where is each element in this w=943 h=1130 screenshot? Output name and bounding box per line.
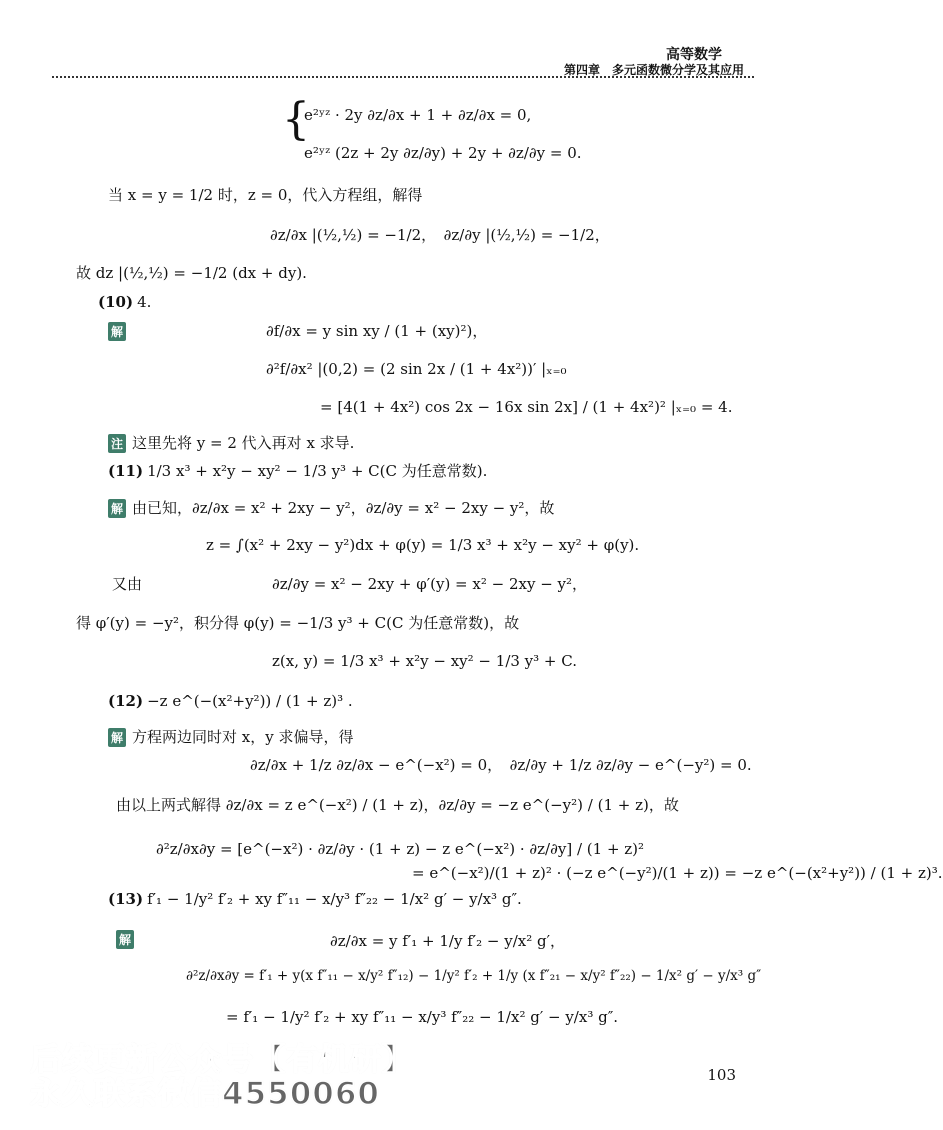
problem-10-step-3: = [4(1 + 4x²) cos 2x − 16x sin 2x] / (1 + 4x²)² |ₓ₌₀ = 4. (320, 398, 733, 416)
problem-12-step-1 (108, 726, 354, 747)
problem-13-step-1: ∂z/∂x = y f′₁ + 1/y f′₂ − y/x² g′， (330, 932, 566, 950)
problem-13-solution-badge: 解 (116, 930, 140, 949)
partials-result: ∂z/∂x |(½,½) = −1/2， ∂z/∂y |(½,½) = −1/2， (270, 226, 610, 244)
problem-11-answer-text: 1/3 x³ + x²y − xy² − 1/3 y³ + C(C 为任意常数). (147, 462, 488, 480)
dz-result: 故 dz |(½,½) = −1/2 (dx + dy). (76, 264, 307, 282)
problem-10-step-1: ∂f/∂x = y sin xy / (1 + (xy)²)， (266, 322, 488, 340)
watermark-line-1: 后续更新公众号【有机研】 (30, 1042, 414, 1078)
problem-10-note (108, 432, 354, 453)
problem-10-note-text: 这里先将 y = 2 代入再对 x 求导. (132, 434, 355, 452)
solution-badge: 解 (108, 728, 126, 747)
equation-system-line-1: e²ʸᶻ · 2y ∂z/∂x + 1 + ∂z/∂x = 0, (304, 106, 532, 124)
problem-11-step-1 (108, 497, 554, 518)
header-divider (52, 76, 754, 78)
equation-system-brace: { (282, 94, 310, 145)
problem-12-answer (108, 692, 353, 710)
chapter-title: 第四章 多元函数微分学及其应用 (563, 63, 744, 77)
problem-13-step-2: ∂²z/∂x∂y = f′₁ + y(x f″₁₁ − x/y² f″₁₂) − 1/y² f′₂ + 1/y (x f″₂₁ − x/y² f″₂₂) − 1/x² g′ − y/x³ g″ (186, 968, 762, 984)
problem-12-step-2: ∂z/∂x + 1/z ∂z/∂x − e^(−x²) = 0， ∂z/∂y + 1/z ∂z/∂y − e^(−y²) = 0. (250, 756, 752, 774)
header-title: 高等数学 (666, 47, 722, 63)
problem-13-answer (108, 890, 522, 908)
problem-13-answer-text: f′₁ − 1/y² f′₂ + xy f″₁₁ − x/y³ f″₂₂ − 1/x² g′ − y/x³ g″. (147, 890, 522, 908)
watermark-line-2: 永久联系微信4550060 (30, 1076, 380, 1112)
problem-11-step-4: 得 φ′(y) = −y²，积分得 φ(y) = −1/3 y³ + C(C 为任意常数)，故 (76, 614, 520, 632)
problem-12-step-3: 由以上两式解得 ∂z/∂x = z e^(−x²) / (1 + z)，∂z/∂y = −z e^(−y²) / (1 + z)，故 (116, 796, 679, 814)
problem-12-number: (12) (108, 692, 144, 710)
problem-12-step-4a: ∂²z/∂x∂y = [e^(−x²) · ∂z/∂y · (1 + z) − z e^(−x²) · ∂z/∂y] / (1 + z)² (156, 840, 645, 858)
problem-11-step-5: z(x, y) = 1/3 x³ + x²y − xy² − 1/3 y³ + C. (272, 652, 577, 670)
problem-11-step-3: ∂z/∂y = x² − 2xy + φ′(y) = x² − 2xy − y²， (272, 575, 588, 593)
problem-11-step-3-label: 又由 (112, 575, 143, 593)
problem-10-solution-badge: 解 (108, 322, 132, 341)
substitution-text: 当 x = y = 1/2 时，z = 0，代入方程组，解得 (108, 186, 423, 204)
problem-12-step-4b: = e^(−x²)/(1 + z)² · (−z e^(−y²)/(1 + z)) = −z e^(−(x²+y²)) / (1 + z)³. (412, 864, 943, 882)
problem-10-step-2: ∂²f/∂x² |(0,2) = (2 sin 2x / (1 + 4x²))′ |ₓ₌₀ (266, 360, 567, 378)
solution-badge: 解 (108, 499, 126, 518)
problem-12-answer-text: −z e^(−(x²+y²)) / (1 + z)³ . (147, 692, 353, 710)
problem-11-step-2: z = ∫(x² + 2xy − y²)dx + φ(y) = 1/3 x³ + x²y − xy² + φ(y). (206, 536, 640, 554)
note-badge: 注 (108, 434, 126, 453)
problem-10-number: (10) (98, 293, 134, 311)
equation-system-line-2: e²ʸᶻ (2z + 2y ∂z/∂y) + 2y + ∂z/∂y = 0. (304, 144, 582, 162)
problem-13-step-3: = f′₁ − 1/y² f′₂ + xy f″₁₁ − x/y³ f″₂₂ − 1/x² g′ − y/x³ g″. (226, 1008, 619, 1026)
problem-11-step-1-text: 由已知，∂z/∂x = x² + 2xy − y²，∂z/∂y = x² − 2xy − y²，故 (132, 499, 555, 517)
problem-10-answer-text: 4. (137, 293, 152, 311)
page-number: 103 (707, 1066, 736, 1084)
problem-10-answer (98, 293, 151, 311)
problem-13-number: (13) (108, 890, 144, 908)
problem-11-answer (108, 460, 487, 481)
problem-11-number: (11) (108, 462, 144, 480)
problem-12-step-1-text: 方程两边同时对 x，y 求偏导，得 (132, 728, 354, 746)
